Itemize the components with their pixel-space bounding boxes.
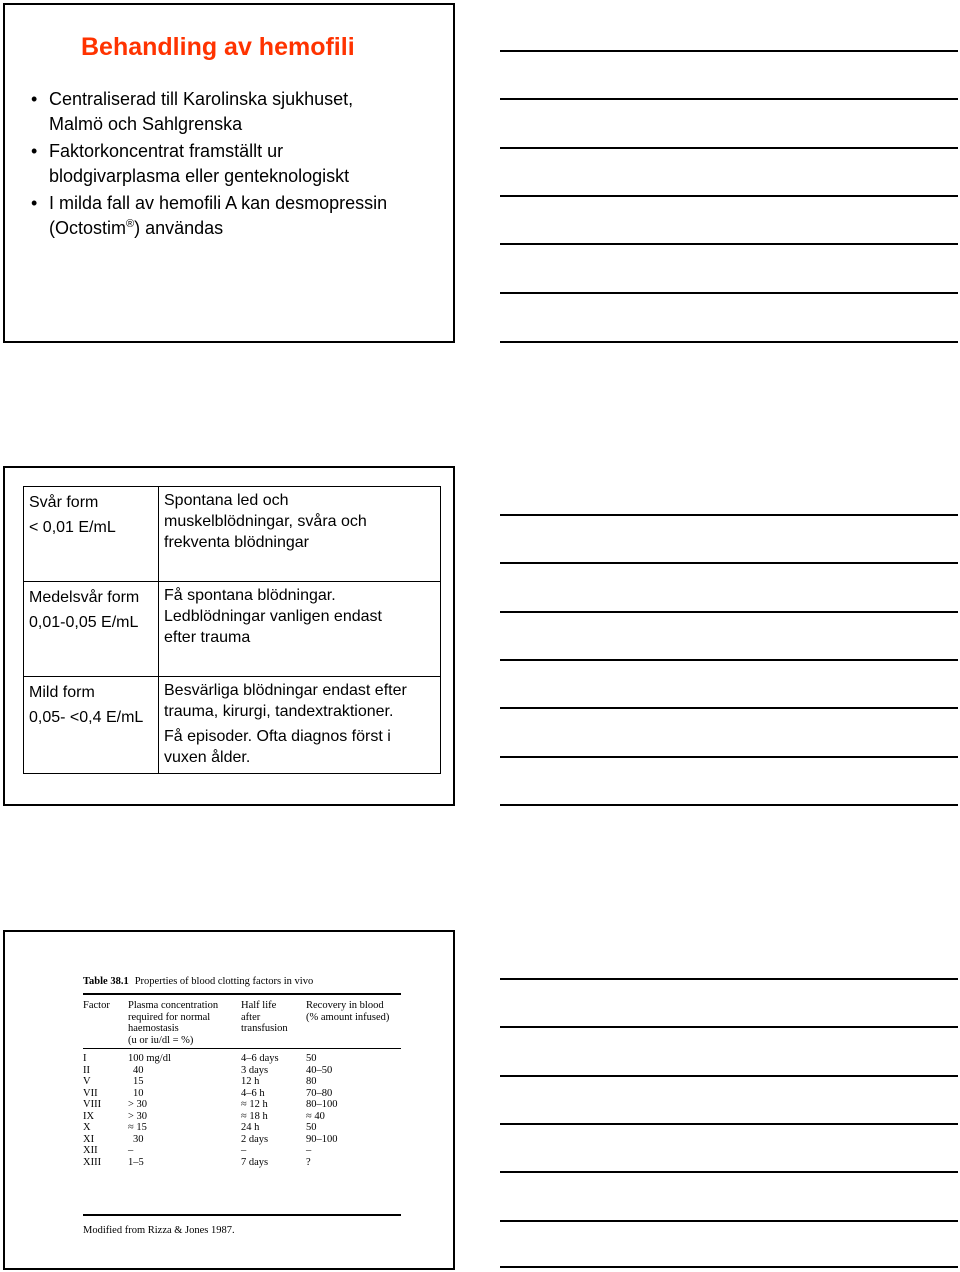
header-plasma xyxy=(128,1000,218,1046)
table-cell: 3 days xyxy=(241,1064,269,1076)
severity-description xyxy=(164,680,440,768)
description-line: Spontana led och xyxy=(164,492,289,509)
table-cell: 1–5 xyxy=(128,1156,144,1168)
severity-table xyxy=(23,486,441,774)
table-cell: ≈ 15 xyxy=(128,1122,147,1133)
bullet-item xyxy=(27,139,447,189)
bullet-icon: • xyxy=(31,141,38,161)
severity-description xyxy=(164,585,440,648)
notes-line xyxy=(500,98,958,100)
header-rule xyxy=(83,1048,401,1049)
table-caption xyxy=(83,976,313,988)
description-line: muskelblödningar, svåra och xyxy=(164,513,367,530)
table-cell: XII xyxy=(83,1145,98,1156)
notes-line xyxy=(500,1123,958,1125)
table-cell: 24 h xyxy=(241,1122,260,1133)
table-cell: X xyxy=(83,1122,91,1133)
table-cell: IX xyxy=(83,1110,95,1122)
bullet-text: Malmö och Sahlgrenska xyxy=(49,114,243,134)
severity-row xyxy=(24,582,440,676)
table-cell: XIII xyxy=(83,1156,102,1168)
notes-line xyxy=(500,50,958,52)
table-cell: 40–50 xyxy=(306,1064,333,1076)
severity-label xyxy=(29,490,116,540)
table-cell: 80–100 xyxy=(306,1099,338,1110)
bullet-item xyxy=(27,87,447,137)
notes-line xyxy=(500,659,958,661)
notes-line xyxy=(500,756,958,758)
severity-name: Medelsvår form xyxy=(29,589,140,606)
notes-line xyxy=(500,978,958,980)
bullet-text: I milda fall av hemofili A kan desmopressin xyxy=(49,193,388,213)
bullet-icon: • xyxy=(31,89,38,109)
notes-line xyxy=(500,292,958,294)
table-cell: > 30 xyxy=(128,1099,148,1110)
header-line: Factor xyxy=(83,1000,110,1011)
description-line: vuxen ålder. xyxy=(164,749,251,766)
table-footnote: Modified from Rizza & Jones 1987. xyxy=(83,1225,235,1236)
table-cell: ≈ 18 h xyxy=(241,1110,268,1122)
description-line: Få spontana blödningar. xyxy=(164,587,336,604)
table-cell: – xyxy=(128,1145,134,1156)
notes-line xyxy=(500,804,958,806)
header-factor xyxy=(83,1000,110,1012)
header-line: after xyxy=(241,1011,261,1023)
severity-name: Mild form xyxy=(29,684,95,701)
table-cell: XI xyxy=(83,1133,95,1145)
table-title: Properties of blood clotting factors in vivo xyxy=(134,976,314,987)
table-cell: 12 h xyxy=(241,1076,260,1087)
table-cell: 10 xyxy=(133,1087,144,1099)
table-cell: > 30 xyxy=(128,1110,148,1122)
notes-line xyxy=(500,1266,958,1268)
header-line: Recovery in blood xyxy=(306,1000,384,1011)
table-cell: VII xyxy=(83,1087,98,1099)
table-cell: 90–100 xyxy=(306,1133,338,1145)
notes-line xyxy=(500,341,958,343)
description-line: Få episoder. Ofta diagnos först i xyxy=(164,728,391,745)
severity-level: 0,05- <0,4 E/mL xyxy=(29,709,144,726)
table-cell: 2 days xyxy=(241,1133,269,1145)
header-line: (% amount infused) xyxy=(306,1011,390,1023)
table-cell: – xyxy=(306,1145,312,1156)
table-cell: 100 mg/dl xyxy=(128,1053,171,1064)
table-cell: 40 xyxy=(133,1064,144,1076)
table-cell: ≈ 12 h xyxy=(241,1099,268,1110)
header-line: Plasma concentration xyxy=(128,1000,219,1011)
table-label: Table 38.1 xyxy=(83,976,129,987)
header-recovery xyxy=(306,1000,389,1023)
bullet-text: Faktorkoncentrat framställt ur xyxy=(49,141,284,161)
severity-label xyxy=(29,680,143,730)
table-cell: 7 days xyxy=(241,1156,269,1168)
notes-line xyxy=(500,514,958,516)
header-line: (u or iu/dl = %) xyxy=(128,1034,194,1046)
bullet-icon: • xyxy=(31,193,38,213)
header-line: haemostasis xyxy=(128,1023,179,1034)
table-cell: 4–6 h xyxy=(241,1087,265,1099)
table-top-rule xyxy=(83,993,401,995)
notes-line xyxy=(500,611,958,613)
severity-row xyxy=(24,677,440,773)
table-cell: ≈ 40 xyxy=(306,1110,325,1122)
severity-description xyxy=(164,490,440,553)
table-cell: 80 xyxy=(306,1076,317,1087)
registered-mark: ® xyxy=(126,218,135,230)
description-line: trauma, kirurgi, tandextraktioner. xyxy=(164,703,394,720)
bullet-item xyxy=(27,191,447,241)
bullet-text: ) användas xyxy=(134,218,224,238)
severity-name: Svår form xyxy=(29,494,99,511)
table-cell: 50 xyxy=(306,1053,317,1064)
table-cell: 4–6 days xyxy=(241,1053,279,1064)
notes-line xyxy=(500,1026,958,1028)
slide-title: Behandling av hemofili xyxy=(81,33,355,61)
severity-label xyxy=(29,585,139,635)
bullet-text: (Octostim xyxy=(49,218,127,238)
notes-line xyxy=(500,243,958,245)
header-line: transfusion xyxy=(241,1023,288,1034)
severity-row xyxy=(24,487,440,581)
description-line: efter trauma xyxy=(164,629,251,646)
description-line: Besvärliga blödningar endast efter xyxy=(164,682,407,699)
table-bottom-rule xyxy=(83,1214,401,1216)
table-cell: 30 xyxy=(133,1133,144,1145)
notes-line xyxy=(500,1220,958,1222)
header-line: required for normal xyxy=(128,1011,211,1023)
severity-level: 0,01-0,05 E/mL xyxy=(29,614,139,631)
header-half-life xyxy=(241,1000,288,1035)
notes-line xyxy=(500,195,958,197)
slide-1 xyxy=(3,3,455,343)
table-cell: VIII xyxy=(83,1099,102,1110)
table-cell: – xyxy=(241,1145,247,1156)
bullet-text: Centraliserad till Karolinska sjukhuset, xyxy=(49,89,354,109)
notes-line xyxy=(500,1075,958,1077)
table-cell: II xyxy=(83,1064,90,1076)
column-factor xyxy=(83,1053,101,1168)
severity-level: < 0,01 E/mL xyxy=(29,519,116,536)
table-cell: I xyxy=(83,1053,87,1064)
notes-line xyxy=(500,707,958,709)
header-line: Half life xyxy=(241,1000,277,1011)
table-cell: 50 xyxy=(306,1122,317,1133)
column-half-life xyxy=(241,1053,279,1168)
table-cell: ? xyxy=(306,1156,311,1168)
column-plasma xyxy=(128,1053,171,1168)
column-recovery xyxy=(306,1053,338,1168)
notes-line xyxy=(500,562,958,564)
notes-line xyxy=(500,147,958,149)
slide-3 xyxy=(3,930,455,1270)
table-cell: 70–80 xyxy=(306,1087,333,1099)
notes-line xyxy=(500,1171,958,1173)
bullet-list xyxy=(27,87,447,243)
table-cell: 15 xyxy=(133,1076,144,1087)
slide-2 xyxy=(3,466,455,806)
description-line: Ledblödningar vanligen endast xyxy=(164,608,382,625)
table-cell: V xyxy=(83,1076,91,1087)
bullet-text: blodgivarplasma eller genteknologiskt xyxy=(49,166,350,186)
description-line: frekventa blödningar xyxy=(164,534,309,551)
